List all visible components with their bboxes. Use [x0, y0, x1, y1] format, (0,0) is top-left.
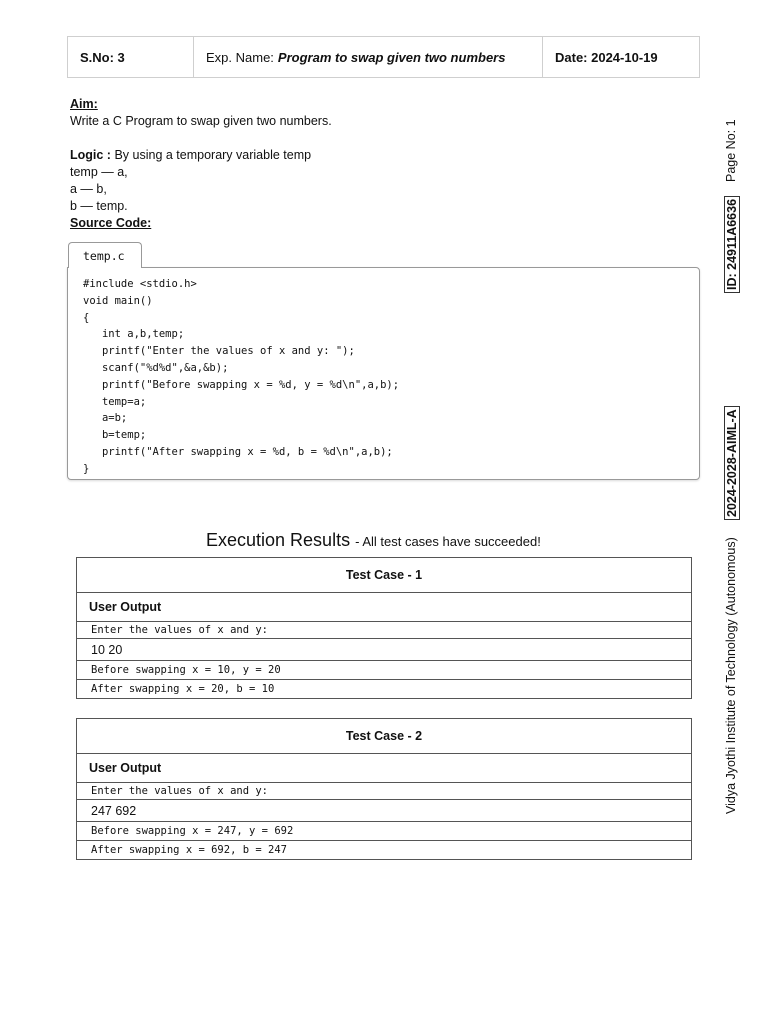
- file-tab[interactable]: temp.c: [68, 242, 142, 268]
- institute-name: Vidya Jyothi Institute of Technology (Autonomous): [724, 537, 738, 814]
- user-output-label: User Output: [77, 754, 691, 783]
- logic-section: [70, 147, 311, 232]
- logic-label: Logic :: [70, 148, 111, 162]
- output-line: Enter the values of x and y:: [77, 622, 691, 639]
- test-case-1: [76, 557, 692, 699]
- execution-results-heading: [206, 530, 541, 551]
- aim-heading: Aim:: [70, 97, 98, 111]
- logic-step: temp — a,: [70, 165, 128, 179]
- execution-title: Execution Results: [206, 530, 351, 550]
- logic-text: By using a temporary variable temp: [114, 148, 312, 162]
- experiment-name: Program to swap given two numbers: [277, 49, 506, 65]
- code-panel: [67, 267, 700, 480]
- logic-line: [70, 147, 311, 164]
- page-sidebar: [724, 0, 746, 1024]
- student-id: ID: 24911A6636: [724, 196, 740, 293]
- batch-label: 2024-2028-AIML-A: [724, 406, 740, 520]
- output-line: After swapping x = 692, b = 247: [91, 844, 287, 856]
- execution-subtitle: - All test cases have succeeded!: [355, 534, 541, 549]
- test-case-2: [76, 718, 692, 860]
- output-line: After swapping x = 20, b = 10: [91, 683, 275, 695]
- input-line: 10 20: [77, 639, 691, 661]
- output-line: Before swapping x = 247, y = 692: [77, 822, 691, 841]
- aim-text: Write a C Program to swap given two numbers.: [70, 114, 332, 128]
- page-number: Page No: 1: [724, 119, 738, 182]
- logic-step: b — temp.: [70, 199, 128, 213]
- experiment-header: [67, 36, 700, 78]
- experiment-name-cell: [194, 37, 543, 77]
- test-case-title: Test Case - 1: [77, 558, 691, 593]
- source-code-heading: Source Code:: [70, 216, 152, 230]
- experiment-name-label: Exp. Name:: [206, 49, 274, 65]
- user-output-label: User Output: [77, 593, 691, 622]
- input-line: 247 692: [77, 800, 691, 822]
- output-line: Enter the values of x and y:: [77, 783, 691, 800]
- serial-number: S.No: 3: [68, 37, 194, 77]
- experiment-date: Date: 2024-10-19: [555, 49, 658, 65]
- output-line: Before swapping x = 10, y = 20: [77, 661, 691, 680]
- test-case-title: Test Case - 2: [77, 719, 691, 754]
- source-code: #include <stdio.h> void main() { int a,b,temp; printf("Enter the values of x and y: "); scanf("%d%d",&a,&b); printf("Before swapping x = %d, y = %d\n",a,b); temp=a; a=b; b=temp; printf("After swapping x = %d, b = %d\n",a,b); }: [83, 278, 400, 475]
- logic-step: a — b,: [70, 182, 107, 196]
- aim-section: [70, 96, 332, 130]
